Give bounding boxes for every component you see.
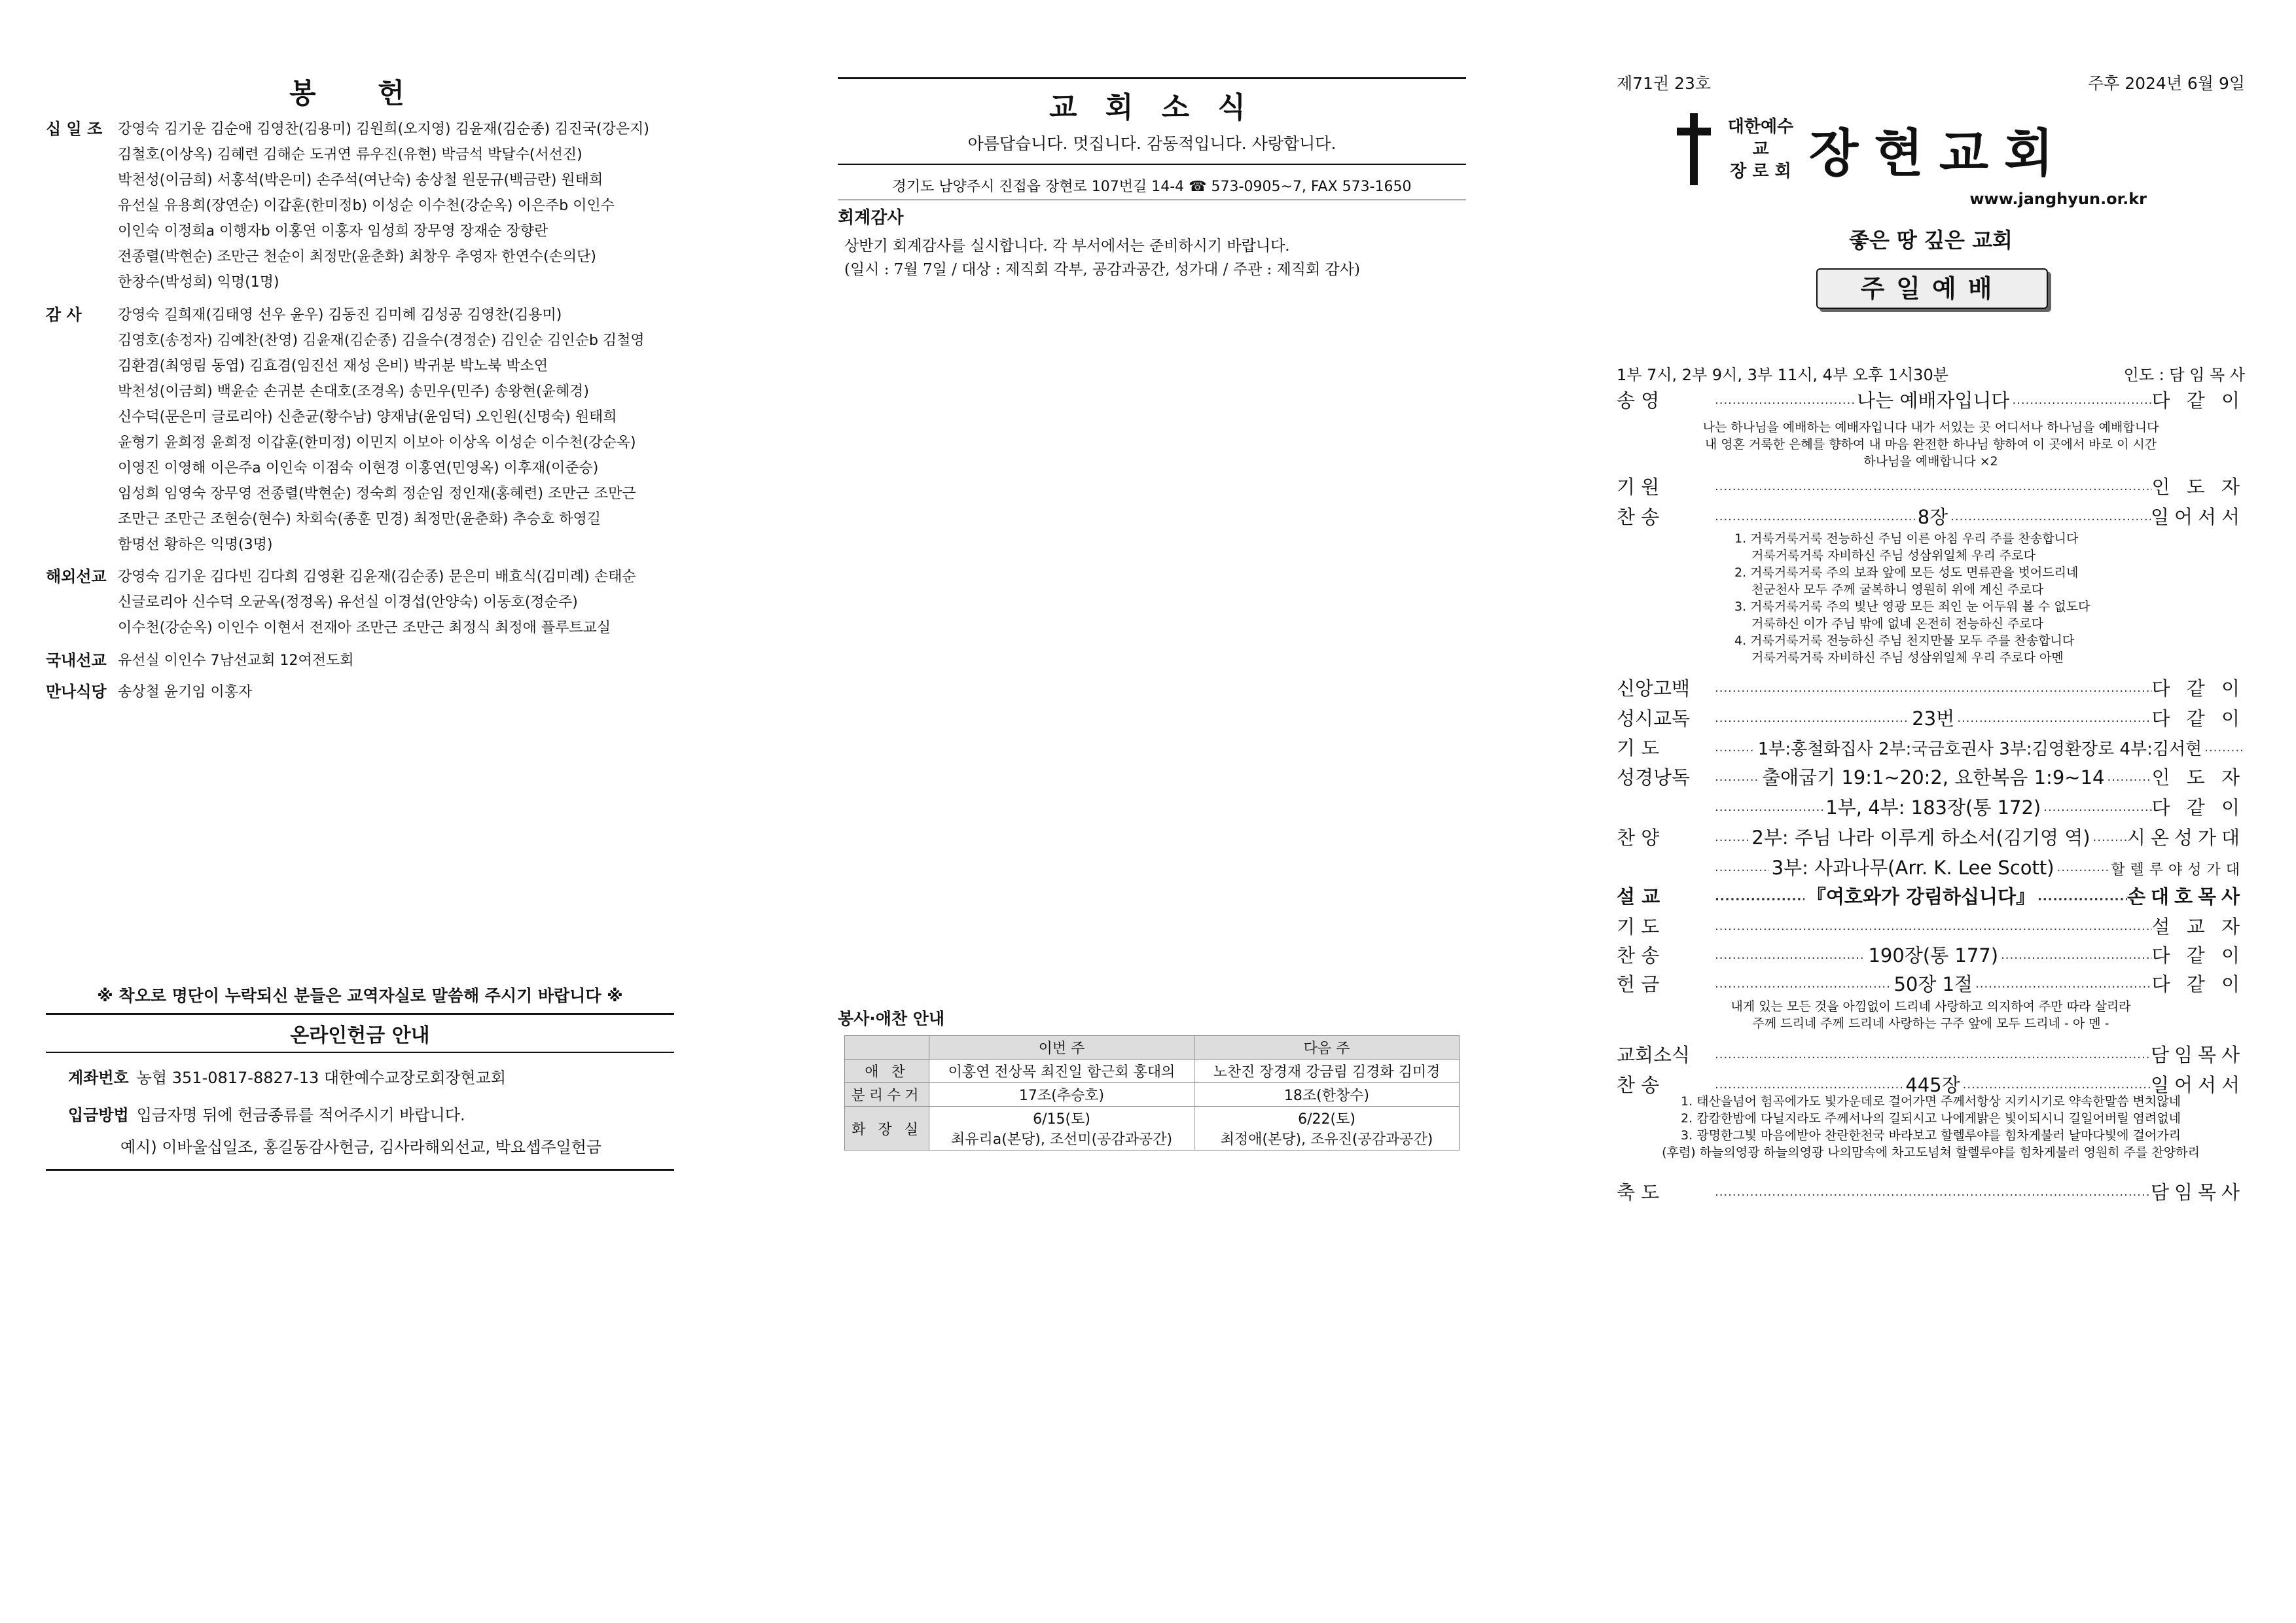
order-item-label: 기 도: [1617, 737, 1660, 759]
leader-dots: [1715, 973, 1891, 995]
order-item: [1617, 473, 2245, 499]
names-line: 강영숙 김기운 김순애 김영찬(김용미) 김원희(오지영) 김윤재(김순종) 김진국(강은지): [118, 121, 649, 137]
account-row: [68, 1065, 666, 1088]
lyrics-hymn-50: [1617, 998, 2245, 1032]
group-names: [118, 679, 674, 705]
order-item-person: 다 같 이: [2151, 677, 2245, 700]
names-line: 임성희 임영숙 장무영 전종렬(박현순) 정숙희 정순임 정인재(홍혜련) 조만근 조만근: [118, 486, 636, 502]
order-item: [1617, 970, 2245, 997]
leader-dots: [1715, 707, 1909, 730]
order-item-person: 시온성가대: [2126, 827, 2246, 849]
lyric-line: 3. 거룩거룩거룩 주의 빛난 영광 모든 죄인 눈 어두워 볼 수 없도다: [1734, 599, 2090, 614]
names-line: 유선실 유용희(장연순) 이갑훈(한미정b) 이성순 이수천(강순옥) 이은주b 이인수: [118, 198, 615, 214]
group-names: [118, 648, 674, 673]
online-giving-box: [46, 1013, 674, 1171]
issue-number: 제71권 23호: [1617, 74, 1712, 93]
service-times: 1부 7시, 2부 9시, 3부 11시, 4부 오후 1시30분: [1617, 366, 1948, 384]
names-line: 유선실 이인수 7남선교회 12여전도회: [118, 652, 354, 669]
order-item-person: 인 도 자: [2151, 476, 2245, 498]
offering-panel: [46, 0, 674, 1623]
lyric-line: 4. 거룩거룩거룩 전능하신 주님 천지만물 모두 주를 찬송합니다: [1734, 633, 2075, 648]
leader-dots: [1715, 796, 1823, 819]
cell-this: [929, 1107, 1194, 1150]
table-row: [845, 1083, 1460, 1107]
order-item-person: 일어서서: [2150, 506, 2245, 528]
group-label: 국내선교: [46, 651, 107, 669]
offering-title: 봉 헌: [289, 77, 431, 109]
cell-this: 17조(추승호): [929, 1083, 1194, 1107]
order-item-content: 1부:홍철화집사 2부:국금호권사 3부:김영환장로 4부:김서현: [1757, 740, 2202, 759]
names-line: 이인숙 이정희a 이행자b 이홍연 이홍자 임성희 장무영 장재순 장향란: [118, 223, 548, 240]
offering-group-domestic-mission: [46, 648, 674, 673]
order-item-person: 다 같 이: [2151, 389, 2246, 412]
order-item-person: 다 같 이: [2151, 973, 2245, 995]
leader-dots: [1715, 506, 1915, 528]
table-row: [845, 1107, 1460, 1150]
order-item-label: 축 도: [1617, 1181, 1660, 1204]
names-line: 함명선 황하은 익명(3명): [118, 537, 273, 553]
order-item-person: 설 교 자: [2151, 916, 2245, 938]
denomination: [1721, 116, 1800, 183]
header-empty: [845, 1036, 929, 1060]
news-item-body: [844, 234, 1360, 281]
leader-dots: [1715, 857, 1769, 879]
order-item-person: 인 도 자: [2151, 766, 2246, 789]
bulletin-date: 주후 2024년 6월 9일: [2087, 74, 2245, 93]
service-schedule-table: [844, 1035, 1460, 1150]
news-title: 교 회 소 식: [1049, 91, 1255, 124]
names-line: 한창수(박성희) 익명(1명): [118, 274, 279, 291]
church-logo: [1676, 113, 2069, 186]
order-item-person: 손대호목사: [2126, 885, 2246, 908]
church-motto: 좋은 땅 깊은 교회: [1849, 228, 2013, 253]
group-label: 해외선교: [46, 567, 107, 586]
account-value: 농협 351-0817-8827-13 대한예수교장로회장현교회: [136, 1069, 507, 1087]
lyric-line: 2. 캄캄한밤에 다닐지라도 주께서나의 길되시고 나에게밝은 빛이되시니 길일어버릴 염려없네: [1681, 1111, 2181, 1126]
lyric-line: 천군천사 모두 주께 굴복하니 영원히 위에 계신 주로다: [1751, 582, 2044, 597]
news-panel: [838, 0, 1466, 1623]
order-item-person: 다 같 이: [2151, 944, 2246, 967]
method-value: 입금자명 뒤에 헌금종류를 적어주시기 바랍니다.: [136, 1106, 465, 1124]
church-url: www.janghyun.or.kr: [1969, 190, 2147, 208]
leader-dots: [1957, 707, 2151, 730]
leader-dots: [1715, 1181, 2151, 1204]
lyric-line: 2. 거룩거룩거룩 주의 보좌 앞에 모든 성도 면류관을 벗어드리네: [1734, 565, 2079, 580]
order-item: [1617, 823, 2245, 850]
names-line: 윤형기 윤희정 윤희정 이갑훈(한미정) 이민지 이보아 이상옥 이성순 이수천(강순옥): [118, 435, 636, 451]
leader-dots: [2001, 944, 2151, 967]
leader-dots: [2107, 766, 2151, 789]
order-item-content: 1부, 4부: 183장(통 172): [1825, 796, 2041, 819]
leader-dots: [2043, 796, 2151, 819]
news-line: 상반기 회계감사를 실시합니다. 각 부서에서는 준비하시기 바랍니다.: [844, 238, 1290, 255]
service-leader: 인도 : 담 임 목 사: [2123, 366, 2245, 384]
order-item-label: 헌 금: [1617, 973, 1660, 995]
lyric-line: 거룩거룩거룩 자비하신 주님 성삼위일체 우리 주로다 아멘: [1751, 651, 2064, 665]
order-item-person: 다 같 이: [2151, 796, 2246, 819]
cell-date: 6/22(토): [1298, 1111, 1355, 1128]
leader-dots: [2057, 857, 2111, 879]
order-item: [1617, 674, 2245, 701]
names-line: 김영호(송정자) 김예찬(찬영) 김윤재(김순종) 김을수(경정순) 김인순 김인순b 김철영: [118, 332, 645, 349]
order-item-person: 할렐루야성가대: [2111, 862, 2246, 878]
order-item-content: 445장: [1905, 1074, 1960, 1096]
header-next-week: 다음 주: [1194, 1036, 1460, 1060]
cell-next: 18조(한창수): [1194, 1083, 1460, 1107]
order-item-content: 8장: [1917, 506, 1948, 528]
account-label: 계좌번호: [68, 1069, 129, 1087]
leader-dots: [1715, 916, 2152, 938]
lyric-line: 거룩거룩거룩 자비하신 주님 성삼위일체 우리 주로다: [1751, 548, 2036, 563]
leader-dots: [1715, 737, 1755, 759]
offering-group-tithe: [46, 116, 674, 295]
church-address: 경기도 남양주시 진접읍 장현로 107번길 14-4 ☎ 573-0905~7, FAX 573-1650: [892, 179, 1412, 195]
names-line: 전종렬(박현순) 조만근 천순이 최정만(윤춘화) 최창우 추영자 한연수(손의단): [118, 249, 597, 265]
method-label: 입금방법: [68, 1106, 129, 1124]
order-item-content: 출애굽기 19:1~20:2, 요한복음 1:9~14: [1762, 766, 2105, 789]
cell-next: [1194, 1107, 1460, 1150]
method-row: [68, 1102, 666, 1125]
table-header-row: [845, 1036, 1460, 1060]
row-label: 화 장 실: [845, 1107, 929, 1150]
lyric-line: 거룩하신 이가 주님 밖에 없네 온전히 전능하신 주로다: [1751, 616, 2044, 631]
news-slogan: 아름답습니다. 멋집니다. 감동적입니다. 사랑합니다.: [967, 134, 1336, 153]
order-item-label: 찬 송: [1617, 944, 1660, 967]
denomination-line: 장 로 회: [1730, 162, 1791, 181]
group-names: [118, 564, 674, 641]
lyric-line: 주께 드리네 주께 드리네 사랑하는 구주 앞에 모두 드리네 - 아 멘 -: [1752, 1016, 2109, 1031]
lyric-line: 1. 태산을넘어 험곡에가도 빛가운데로 걸어가면 주께서항상 지키시기로 약속한말씀 변치않네: [1681, 1094, 2181, 1109]
order-item: [1617, 386, 2245, 413]
order-item: [1617, 734, 2245, 760]
names-line: 박천성(이금희) 백윤순 손귀분 손대호(조경옥) 송민우(민주) 송왕현(윤혜경): [118, 383, 589, 400]
cell-names: 최유리a(본당), 조선미(공감과공간): [950, 1132, 1173, 1148]
order-item: [1617, 912, 2245, 939]
offering-group-thanks: [46, 302, 674, 558]
leader-dots: [1715, 827, 1749, 849]
order-item-content: 23번: [1912, 707, 1955, 730]
order-item-label: 설 교: [1617, 885, 1660, 908]
header-this-week: 이번 주: [929, 1036, 1194, 1060]
order-item-person: 담임목사: [2150, 1044, 2245, 1066]
cell-this: 이홍연 전상목 최진일 함근회 홍대의: [929, 1060, 1194, 1083]
leader-dots: [2037, 885, 2127, 908]
order-item-content: 3부: 사과나무(Arr. K. Lee Scott): [1771, 857, 2054, 879]
online-giving-title: 온라인헌금 안내: [46, 1015, 674, 1053]
news-item-heading: 회계감사: [838, 208, 904, 228]
order-item: [1617, 1178, 2245, 1205]
cell-next: 노찬진 장경재 강금림 김경화 김미경: [1194, 1060, 1460, 1083]
names-line: 송상철 윤기임 이홍자: [118, 684, 253, 700]
order-item-label: 성경낭독: [1617, 766, 1691, 789]
lyric-line: 하나님을 예배합니다 ×2: [1863, 454, 1998, 469]
names-line: 신글로리아 신수덕 오균옥(정정옥) 유선실 이경섭(안양숙) 이동호(정순주): [118, 594, 578, 611]
group-names: [118, 302, 674, 558]
leader-dots: [1950, 506, 2151, 528]
order-item-person: 담임목사: [2150, 1181, 2245, 1204]
cross-icon: [1676, 113, 1712, 185]
order-item-person: 일어서서: [2150, 1074, 2245, 1096]
order-item-label: 성시교독: [1617, 707, 1691, 730]
offering-group-manna: [46, 679, 674, 705]
names-line: 조만근 조만근 조현승(현수) 차회숙(종훈 민경) 최정만(윤춘화) 추승호 하영길: [118, 511, 601, 527]
leader-dots: [2093, 827, 2127, 849]
service-schedule-heading: 봉사·애찬 안내: [838, 1009, 945, 1028]
order-item-content: 2부: 주님 나라 이루게 하소서(김기영 역): [1751, 827, 2090, 849]
order-item-content: 50장 1절: [1893, 973, 1973, 995]
leader-dots: [1715, 766, 1759, 789]
online-giving-body: [46, 1053, 674, 1169]
news-line: (일시 : 7월 7일 / 대상 : 제직회 각부, 공감과공간, 성가대 / 주관 : 제직회 감사): [844, 261, 1360, 278]
names-line: 강영숙 길희재(김태영 선우 윤우) 김동진 김미혜 김성공 김영찬(김용미): [118, 307, 562, 323]
order-item-label: 찬 송: [1617, 506, 1660, 528]
group-names: [118, 116, 674, 295]
leader-dots: [1715, 389, 1854, 412]
names-line: 이수천(강순옥) 이인수 이현서 전재아 조만근 조만근 최정식 최정애 플루트교실: [118, 620, 611, 636]
top-rule: [838, 77, 1466, 79]
method-example: 예시) 이바울십일조, 홍길동감사헌금, 김사라해외선교, 박요셉주일헌금: [120, 1138, 602, 1156]
leader-dots: [1715, 677, 2152, 700]
group-label: 만나식당: [46, 683, 107, 701]
order-item-label: 기 도: [1617, 916, 1660, 938]
row-label: 애 찬: [845, 1060, 929, 1083]
lyric-line: 내게 있는 모든 것을 아낌없이 드리네 사랑하고 의지하여 주만 따라 살리라: [1731, 999, 2131, 1014]
leader-dots: [2204, 737, 2245, 759]
lyric-line: 나는 하나님을 예배하는 예배자입니다 내가 서있는 곳 어디서나 하나님을 예배합니다: [1702, 420, 2159, 435]
order-item: [1617, 853, 2245, 880]
order-item-content: 나는 예배자입니다: [1857, 389, 2010, 412]
worship-panel: [1617, 0, 2245, 1623]
leader-dots: [1715, 944, 1865, 967]
names-line: 박천성(이금희) 서홍석(박은미) 손주석(여난숙) 송상철 원문규(백금란) 원태희: [118, 172, 603, 188]
order-item-label: 송 영: [1617, 389, 1660, 412]
lyric-line: 내 영혼 거룩한 은혜를 향하여 내 마음 완전한 하나님 향하여 이 곳에서 바로 이 시간: [1704, 437, 2157, 452]
names-line: 김환겸(최영림 동엽) 김효겸(임진선 재성 은비) 박귀분 박노북 박소연: [118, 358, 548, 374]
order-item: [1617, 763, 2245, 790]
leader-dots: [2012, 389, 2151, 412]
lyric-line: 1. 거룩거룩거룩 전능하신 주님 이른 아침 우리 주를 찬송합니다: [1734, 531, 2079, 546]
leader-dots: [1715, 885, 1804, 908]
order-item-label: 찬 송: [1617, 1074, 1660, 1096]
order-item: [1617, 1041, 2245, 1067]
row-label: 분리수거: [845, 1083, 929, 1107]
leader-dots: [1715, 1044, 2151, 1066]
order-item-person: 다 같 이: [2151, 707, 2245, 730]
order-item: [1617, 882, 2245, 909]
order-item-content: 190장(통 177): [1868, 944, 1999, 967]
names-line: 강영숙 김기운 김다빈 김다희 김영환 김윤재(김순종) 문은미 배효식(김미례) 손태순: [118, 569, 636, 585]
worship-title: 주일예배: [1816, 268, 2048, 309]
cell-date: 6/15(토): [1033, 1111, 1090, 1128]
order-item: [1617, 704, 2245, 731]
names-line: 이영진 이영해 이은주a 이인숙 이점숙 이현경 이홍연(민영옥) 이후재(이준승): [118, 460, 599, 476]
omission-notice: ※ 착오로 명단이 누락되신 분들은 교역자실로 말씀해 주시기 바랍니다 ※: [97, 986, 623, 1005]
group-label: 십 일 조: [46, 120, 103, 138]
cell-names: 최정애(본당), 조유진(공감과공간): [1220, 1132, 1433, 1148]
order-item: [1617, 503, 2245, 529]
group-label: 감 사: [46, 306, 82, 324]
offering-group-overseas-mission: [46, 564, 674, 641]
church-name: 장현교회: [1809, 124, 2070, 183]
order-item-label: 신앙고백: [1617, 677, 1691, 700]
table-row: [845, 1060, 1460, 1083]
lyrics-hymn-8: [1734, 530, 2090, 666]
names-line: 신수덕(문은미 글로리아) 신춘균(황수남) 양재남(윤임덕) 오인원(신명숙) 원태희: [118, 409, 617, 425]
order-item: [1617, 793, 2245, 820]
leader-dots: [1715, 476, 2152, 498]
order-item-label: 기 원: [1617, 476, 1660, 498]
order-item-content: 『여호와가 강림하십니다』: [1806, 885, 2036, 908]
lyric-line: (후렴) 하늘의영광 하늘의영광 나의맘속에 차고도넘쳐 할렐루야를 힘차게불러 영원히 주를 찬양하리: [1662, 1145, 2200, 1160]
order-item: [1617, 941, 2245, 968]
slogan-rule: [838, 164, 1466, 165]
order-item-label: 찬 양: [1617, 827, 1660, 849]
lyrics-opening: [1617, 419, 2245, 470]
names-line: 김철호(이상옥) 김혜련 김해순 도귀연 류우진(유현) 박금석 박달수(서선진): [118, 147, 583, 163]
lyric-line: 3. 광명한그빛 마음에받아 찬란한천국 바라보고 할렐루야를 힘차게불러 날마다빛에 걸어가리: [1681, 1128, 2181, 1143]
lyrics-hymn-445: [1617, 1093, 2245, 1161]
leader-dots: [1975, 973, 2151, 995]
denomination-line: 대한예수교: [1727, 117, 1794, 159]
order-item-label: 교회소식: [1617, 1044, 1691, 1066]
